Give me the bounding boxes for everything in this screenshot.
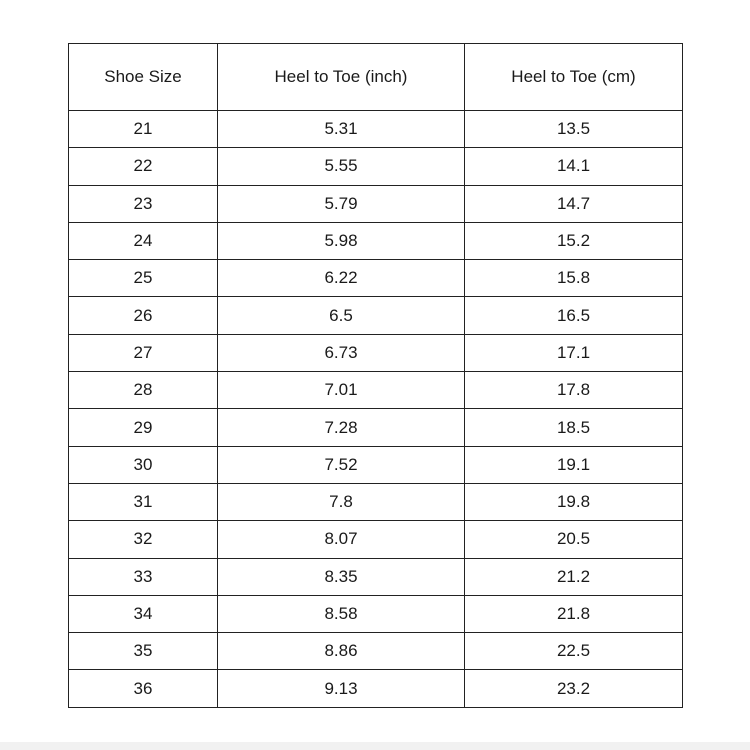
- table-row: [69, 633, 683, 670]
- heel-to-toe-cm-cell: 17.1: [465, 334, 683, 371]
- shoe-size-cell: 24: [69, 222, 218, 259]
- bottom-band: [0, 742, 750, 750]
- table-header: [69, 44, 683, 111]
- table-row: [69, 483, 683, 520]
- heel-to-toe-cm-cell: 23.2: [465, 670, 683, 707]
- heel-to-toe-inch-cell: 7.01: [218, 372, 465, 409]
- table-row: [69, 148, 683, 185]
- heel-to-toe-inch-cell: 8.07: [218, 521, 465, 558]
- table-row: [69, 670, 683, 707]
- heel-to-toe-cm-cell: 14.1: [465, 148, 683, 185]
- shoe-size-cell: 33: [69, 558, 218, 595]
- heel-to-toe-cm-cell: 16.5: [465, 297, 683, 334]
- shoe-size-cell: 27: [69, 334, 218, 371]
- shoe-size-cell: 36: [69, 670, 218, 707]
- heel-to-toe-cm-cell: 21.8: [465, 595, 683, 632]
- heel-to-toe-cm-cell: 15.8: [465, 260, 683, 297]
- shoe-size-cell: 22: [69, 148, 218, 185]
- shoe-size-table: [68, 43, 683, 708]
- heel-to-toe-cm-cell: 17.8: [465, 372, 683, 409]
- shoe-size-cell: 28: [69, 372, 218, 409]
- heel-to-toe-inch-cell: 8.86: [218, 633, 465, 670]
- heel-to-toe-cm-cell: 21.2: [465, 558, 683, 595]
- table-row: [69, 521, 683, 558]
- table-row: [69, 372, 683, 409]
- shoe-size-cell: 21: [69, 111, 218, 148]
- shoe-size-cell: 29: [69, 409, 218, 446]
- heel-to-toe-cm-cell: 14.7: [465, 185, 683, 222]
- shoe-size-cell: 23: [69, 185, 218, 222]
- shoe-size-cell: 35: [69, 633, 218, 670]
- heel-to-toe-cm-cell: 20.5: [465, 521, 683, 558]
- table-row: [69, 297, 683, 334]
- shoe-size-cell: 34: [69, 595, 218, 632]
- heel-to-toe-inch-cell: 5.55: [218, 148, 465, 185]
- heel-to-toe-cm-cell: 22.5: [465, 633, 683, 670]
- table-row: [69, 222, 683, 259]
- heel-to-toe-inch-cell: 5.79: [218, 185, 465, 222]
- heel-to-toe-inch-cell: 7.52: [218, 446, 465, 483]
- heel-to-toe-cm-cell: 18.5: [465, 409, 683, 446]
- header-heel-to-toe-cm: Heel to Toe (cm): [465, 44, 683, 111]
- table-row: [69, 446, 683, 483]
- heel-to-toe-inch-cell: 7.28: [218, 409, 465, 446]
- table-body: [69, 111, 683, 708]
- table-row: [69, 185, 683, 222]
- heel-to-toe-inch-cell: 6.73: [218, 334, 465, 371]
- heel-to-toe-cm-cell: 15.2: [465, 222, 683, 259]
- heel-to-toe-inch-cell: 6.22: [218, 260, 465, 297]
- heel-to-toe-inch-cell: 6.5: [218, 297, 465, 334]
- table-row: [69, 595, 683, 632]
- heel-to-toe-cm-cell: 19.8: [465, 483, 683, 520]
- table-row: [69, 409, 683, 446]
- heel-to-toe-inch-cell: 8.58: [218, 595, 465, 632]
- header-shoe-size: Shoe Size: [69, 44, 218, 111]
- shoe-size-cell: 26: [69, 297, 218, 334]
- heel-to-toe-inch-cell: 9.13: [218, 670, 465, 707]
- table-row: [69, 111, 683, 148]
- shoe-size-cell: 30: [69, 446, 218, 483]
- header-heel-to-toe-inch: Heel to Toe (inch): [218, 44, 465, 111]
- heel-to-toe-inch-cell: 7.8: [218, 483, 465, 520]
- table-row: [69, 260, 683, 297]
- shoe-size-cell: 32: [69, 521, 218, 558]
- shoe-size-cell: 25: [69, 260, 218, 297]
- header-row: [69, 44, 683, 111]
- heel-to-toe-cm-cell: 19.1: [465, 446, 683, 483]
- table-row: [69, 334, 683, 371]
- heel-to-toe-inch-cell: 5.31: [218, 111, 465, 148]
- shoe-size-cell: 31: [69, 483, 218, 520]
- heel-to-toe-inch-cell: 5.98: [218, 222, 465, 259]
- heel-to-toe-inch-cell: 8.35: [218, 558, 465, 595]
- heel-to-toe-cm-cell: 13.5: [465, 111, 683, 148]
- table-row: [69, 558, 683, 595]
